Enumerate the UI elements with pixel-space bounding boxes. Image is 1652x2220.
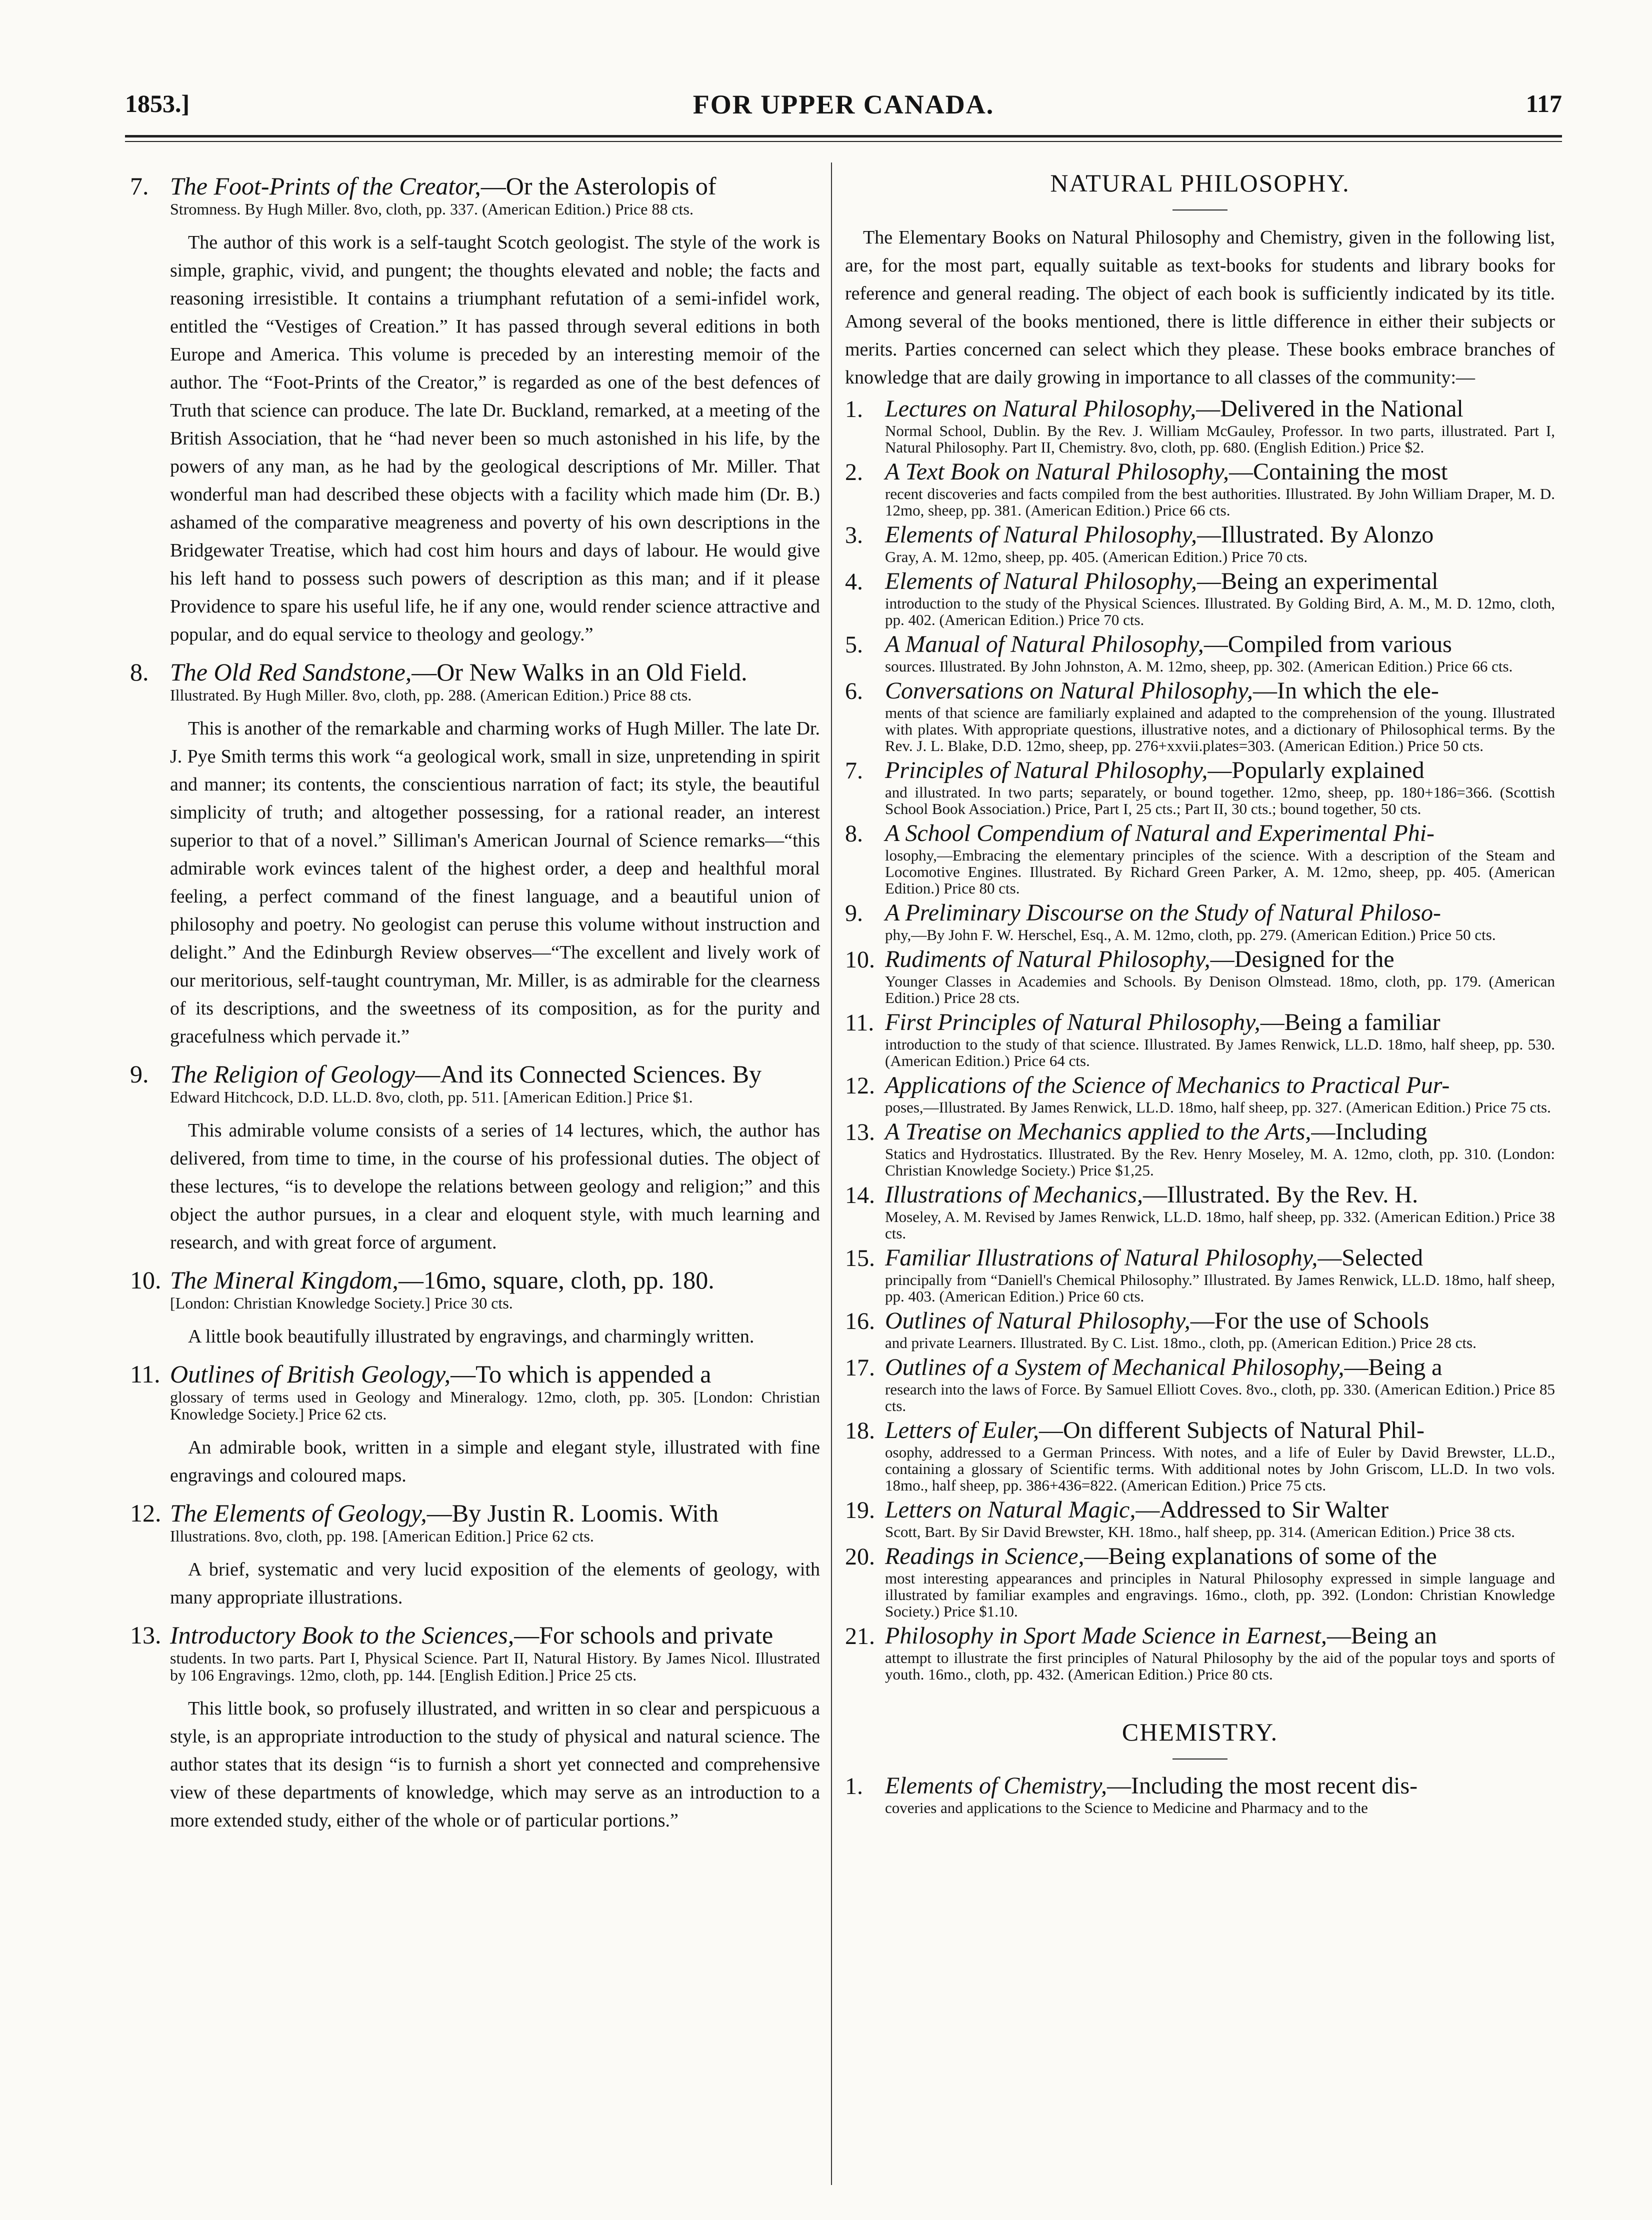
- entry-title-line: [885, 1543, 1555, 1570]
- book-title: Letters of Euler,: [885, 1417, 1039, 1444]
- title-continuation: —Being a familiar: [1260, 1009, 1440, 1036]
- book-entry: [125, 172, 820, 218]
- section-intro: The Elementary Books on Natural Philosophy and Chemistry, given in the following list, are, for the most part, equally suitable as text-books for students and library books for reference and general reading. The object of each book is sufficiently indicated by its title. Among several of the books mentioned, there is little difference in either their subjects or merits. Parties concerned can select which they please. These books embrace branches of knowledge that are daily growing in importance to all classes of the community:—: [845, 227, 1555, 388]
- title-continuation: —Selected: [1318, 1244, 1423, 1271]
- title-continuation: —Being explanations of some of the: [1084, 1543, 1437, 1570]
- entry-details: students. In two parts. Part I, Physical Science. Part II, Natural History. By James Nicol. Illustrated by 106 Engravings. 12mo, cloth, pp. 144. [English Edition.] Price 25 cts.: [170, 1649, 820, 1684]
- book-entry: [845, 820, 1555, 896]
- entry-description: A brief, systematic and very lucid exposition of the elements of geology, with many appropriate illustrations.: [170, 1559, 820, 1608]
- entry-description: This little book, so profusely illustrated, and written in so clear and perspicuous a style, is an appropriate introduction to the study of physical and natural science. The author states that its design “is to furnish a short yet connected and comprehensive view of these departments of knowledge, which may serve as an introduction to a more extended study, either of the whole or of particular portions.”: [170, 1698, 820, 1831]
- chemistry-list: [845, 1772, 1555, 1816]
- book-entry: [125, 1266, 820, 1312]
- book-title: Conversations on Natural Philosophy,: [885, 678, 1254, 704]
- entry-details: poses,—Illustrated. By James Renwick, LL.D. 18mo, half sheep, pp. 327. (American Edition.) Price 75 cts.: [885, 1098, 1551, 1116]
- entry-details: osophy, addressed to a German Princess. With notes, and a life of Euler by David Brewster, LL.D., containing a glossary of Scientific terms. With additional notes by John Griscom, LL.D. In two vols. 18mo., half sheep, pp. 386+436=822. (American Edition.) Price 75 cts.: [885, 1444, 1555, 1494]
- entry-details: most interesting appearances and principles in Natural Philosophy expressed in simple language and illustrated by familiar examples and engravings. 16mo., cloth, pp. 392. (London: Christian Knowledge Society.) Price $1.10.: [885, 1570, 1555, 1620]
- book-entry: [125, 658, 820, 704]
- book-entry: [845, 1496, 1555, 1540]
- entry-number: 2.: [845, 459, 863, 486]
- book-title: A Treatise on Mechanics applied to the Arts,: [885, 1118, 1312, 1145]
- entry-details: coveries and applications to the Science to Medicine and Pharmacy and to the: [885, 1799, 1368, 1816]
- title-continuation: —For the use of Schools: [1190, 1308, 1429, 1334]
- title-continuation: —Or New Walks in an Old Field.: [412, 658, 748, 686]
- section-heading-chemistry: CHEMISTRY.: [1122, 1718, 1278, 1746]
- entry-number: 9.: [130, 1060, 149, 1088]
- title-continuation: —Including: [1311, 1118, 1428, 1145]
- book-title: The Mineral Kingdom,: [170, 1266, 398, 1294]
- entry-details: Statics and Hydrostatics. Illustrated. By the Rev. Henry Moseley, M. A. 12mo, cloth, pp. 310. (London: Christian Knowledge Society.) Price $1,25.: [885, 1145, 1555, 1179]
- book-entry: [845, 946, 1555, 1006]
- entry-details: principally from “Daniell's Chemical Philosophy.” Illustrated. By James Renwick, LL.D. 18mo, half sheep, pp. 403. (American Edition.) Price 60 cts.: [885, 1271, 1555, 1305]
- entry-number: 18.: [845, 1418, 875, 1444]
- entry-details: [London: Christian Knowledge Society.] Price 30 cts.: [170, 1294, 513, 1312]
- book-entry: [845, 1308, 1555, 1351]
- book-entry: [125, 1620, 820, 1684]
- book-entry: [845, 1009, 1555, 1069]
- entry-number: 13.: [130, 1621, 162, 1649]
- book-entry: [845, 1772, 1555, 1816]
- header-rule-thin: [125, 141, 1562, 142]
- entry-details: glossary of terms used in Geology and Mineralogy. 12mo, cloth, pp. 305. [London: Christian Knowledge Society.] Price 62 cts.: [170, 1388, 820, 1423]
- entry-details: and private Learners. Illustrated. By C. List. 18mo., cloth, pp. (American Edition.) Price 28 cts.: [885, 1334, 1476, 1352]
- title-continuation: —Compiled from various: [1204, 631, 1452, 658]
- book-entry: [845, 1354, 1555, 1414]
- book-title: The Foot-Prints of the Creator,: [170, 172, 481, 200]
- entry-number: 4.: [845, 568, 863, 595]
- book-entry: [845, 522, 1555, 565]
- entry-title-line: [885, 820, 1555, 847]
- entry-number: 16.: [845, 1308, 875, 1334]
- book-title: Outlines of Natural Philosophy,: [885, 1308, 1190, 1334]
- book-entry: [845, 757, 1555, 817]
- book-title: A Preliminary Discourse on the Study of Natural Philoso-: [885, 900, 1441, 926]
- entry-title-line: [885, 1118, 1555, 1146]
- entry-number: 15.: [845, 1245, 875, 1272]
- entry-title-line: [885, 568, 1555, 595]
- book-title: Familiar Illustrations of Natural Philosophy,: [885, 1244, 1318, 1271]
- entry-details: Scott, Bart. By Sir David Brewster, KH. 18mo., half sheep, pp. 314. (American Edition.) Price 38 cts.: [885, 1523, 1516, 1540]
- book-title: A School Compendium of Natural and Experimental Phi-: [885, 820, 1435, 846]
- title-continuation: —Popularly explained: [1208, 757, 1424, 784]
- book-title: A Text Book on Natural Philosophy,: [885, 458, 1230, 485]
- title-continuation: —Or the Asterolopis of: [480, 172, 716, 200]
- page-number: 117: [1526, 90, 1562, 118]
- book-title: Rudiments of Natural Philosophy,: [885, 946, 1210, 972]
- entry-description: An admirable book, written in a simple and elegant style, illustrated with fine engravings and coloured maps.: [170, 1437, 820, 1486]
- book-title: Outlines of British Geology,: [170, 1360, 451, 1388]
- title-continuation: —On different Subjects of Natural Phil-: [1039, 1417, 1424, 1444]
- entry-description: This admirable volume consists of a series of 14 lectures, which, the author has delivered, from time to time, in the course of his professional duties. The object of these lectures, “is to develope the relations between geology and religion;” and this object the author pursues, in a clear and eloquent style, with much learning and research, and with great force of argument.: [170, 1120, 820, 1253]
- book-entry: [845, 1118, 1555, 1178]
- entry-number: 6.: [845, 678, 863, 704]
- entry-title-line: [170, 658, 820, 686]
- book-title: The Old Red Sandstone,: [170, 658, 412, 686]
- book-entry: [845, 1417, 1555, 1494]
- book-title: The Religion of Geology: [170, 1060, 416, 1088]
- entry-title-line: [885, 1308, 1555, 1334]
- entry-number: 8.: [845, 820, 863, 847]
- book-entry: [845, 1543, 1555, 1620]
- entry-details: Illustrations. 8vo, cloth, pp. 198. [American Edition.] Price 62 cts.: [170, 1527, 594, 1545]
- entry-number: 19.: [845, 1497, 875, 1524]
- natural-philosophy-list: [845, 396, 1555, 1682]
- title-continuation: —And its Connected Sciences. By: [415, 1060, 762, 1088]
- entry-details: recent discoveries and facts compiled from the best authorities. Illustrated. By John William Draper, M. D. 12mo, sheep, pp. 381. (American Edition.) Price 66 cts.: [885, 485, 1555, 519]
- running-header: [125, 89, 1562, 129]
- entry-details: Illustrated. By Hugh Miller. 8vo, cloth, pp. 288. (American Edition.) Price 88 cts.: [170, 686, 692, 704]
- entry-number: 17.: [845, 1354, 875, 1381]
- entry-number: 14.: [845, 1182, 875, 1208]
- book-title: Principles of Natural Philosophy,: [885, 757, 1208, 784]
- book-title: A Manual of Natural Philosophy,: [885, 631, 1204, 658]
- entry-number: 1.: [845, 1773, 863, 1800]
- entry-title-line: [885, 1772, 1555, 1800]
- book-title: Elements of Chemistry,: [885, 1772, 1107, 1799]
- book-title: Elements of Natural Philosophy,: [885, 568, 1197, 594]
- entry-number: 3.: [845, 522, 863, 548]
- entry-title-line: [885, 946, 1555, 973]
- entry-details: Gray, A. M. 12mo, sheep, pp. 405. (American Edition.) Price 70 cts.: [885, 548, 1308, 566]
- column-divider: [831, 162, 832, 2185]
- header-rule-thick: [125, 135, 1562, 138]
- entry-number: 7.: [130, 172, 149, 200]
- title-continuation: —By Justin R. Loomis. With: [426, 1499, 719, 1527]
- book-title: Illustrations of Mechanics,: [885, 1182, 1143, 1208]
- title-continuation: —To which is appended a: [450, 1360, 712, 1388]
- entry-details: losophy,—Embracing the elementary principles of the science. With a description of the Steam and Locomotive Engines. Illustrated. By Richard Green Parker, A. M. 12mo, sheep, pp. 405. (American Edition.) Price 80 cts.: [885, 846, 1555, 897]
- entry-number: 10.: [130, 1266, 162, 1294]
- entry-title-line: [170, 1498, 820, 1528]
- entry-title-line: [885, 1622, 1555, 1650]
- section-rule: [1172, 1758, 1228, 1760]
- book-entry: [845, 1244, 1555, 1304]
- entry-details: ments of that science are familiarly explained and adapted to the comprehension of the young. Illustrated with plates. With appropriate questions, illustrative notes, and a dictionary of Philosophical terms. By the Rev. J. L. Blake, D.D. 12mo, sheep, pp. 276+xxvii.plates=303. (American Edition.) Price 50 cts.: [885, 704, 1555, 754]
- entry-details: attempt to illustrate the first principles of Natural Philosophy by the aid of the popular toys and sports of youth. 16mo., cloth, pp. 432. (American Edition.) Price 80 cts.: [885, 1649, 1555, 1683]
- title-continuation: —16mo, square, cloth, pp. 180.: [398, 1266, 714, 1294]
- book-entry: [845, 678, 1555, 754]
- entry-number: 7.: [845, 758, 863, 784]
- book-title: Lectures on Natural Philosophy,: [885, 396, 1196, 422]
- header-title: FOR UPPER CANADA.: [692, 90, 994, 120]
- entry-title-line: [885, 1072, 1555, 1099]
- entry-title-line: [170, 1266, 820, 1294]
- title-continuation: —Illustrated. By the Rev. H.: [1142, 1182, 1418, 1208]
- right-column: [845, 162, 1555, 2190]
- entry-number: 11.: [130, 1360, 160, 1388]
- book-title: First Principles of Natural Philosophy,: [885, 1009, 1260, 1036]
- entry-description: The author of this work is a self-taught Scotch geologist. The style of the work is simple, graphic, vivid, and pungent; the thoughts elevated and noble; the facts and reasoning irresistible. It contains a triumphant refutation of a semi-infidel work, entitled the “Vestiges of Creation.” It has passed through several editions in both Europe and America. This volume is preceded by an interesting memoir of the author. The “Foot-Prints of the Creator,” is regarded as one of the best defences of Truth that science can produce. The late Dr. Buckland, remarked, at a meeting of the British Association, that he “had never been so much astonished in his life, by the powers of any man, as he had by the geological descriptions of Mr. Miller. That wonderful man had described these objects with a facility which made him (Dr. B.) ashamed of the comparative meagreness and poverty of his own descriptions in the Bridgewater Treatise, which had cost him hours and days of labour. He would give his left hand to possess such powers of description as this man; and if it please Providence to spare his useful life, he if any one, would render science attractive and popular, and do equal service to theology and geology.”: [170, 232, 820, 645]
- entry-title-line: [170, 1060, 820, 1088]
- title-continuation: —For schools and private: [514, 1621, 774, 1649]
- entry-number: 8.: [130, 658, 149, 686]
- book-title: Applications of the Science of Mechanics to Practical Pur-: [885, 1072, 1450, 1098]
- entry-number: 12.: [845, 1072, 875, 1099]
- book-title: Outlines of a System of Mechanical Philosophy,: [885, 1354, 1344, 1380]
- entry-title-line: [170, 1620, 820, 1650]
- header-year: 1853.]: [125, 90, 190, 118]
- entry-details: Moseley, A. M. Revised by James Renwick, LL.D. 18mo, half sheep, pp. 332. (American Edition.) Price 38 cts.: [885, 1208, 1555, 1242]
- book-title: Readings in Science,: [885, 1543, 1084, 1570]
- book-entry: [125, 1060, 820, 1106]
- book-entry: [845, 1072, 1555, 1116]
- entry-number: 21.: [845, 1623, 875, 1650]
- book-entry: [845, 1182, 1555, 1242]
- entry-details: phy,—By John F. W. Herschel, Esq., A. M. 12mo, cloth, pp. 279. (American Edition.) Price 50 cts.: [885, 926, 1496, 944]
- entry-title-line: [885, 678, 1555, 704]
- book-title: Elements of Natural Philosophy,: [885, 522, 1197, 548]
- title-continuation: —In which the ele-: [1253, 678, 1439, 704]
- title-continuation: —Illustrated. By Alonzo: [1196, 522, 1434, 548]
- title-continuation: —Containing the most: [1229, 458, 1448, 485]
- book-entry: [845, 1622, 1555, 1682]
- book-entry: [845, 458, 1555, 518]
- entry-title-line: [885, 1417, 1555, 1444]
- entry-details: introduction to the study of the Physical Sciences. Illustrated. By Golding Bird, A. M., M. D. 12mo, cloth, pp. 402. (American Edition.) Price 70 cts.: [885, 594, 1555, 628]
- entry-description: A little book beautifully illustrated by engravings, and charmingly written.: [188, 1326, 754, 1347]
- section-heading-natural-philosophy: NATURAL PHILOSOPHY.: [1050, 169, 1350, 197]
- entry-title-line: [885, 458, 1555, 486]
- entry-title-line: [170, 172, 820, 200]
- book-title: Philosophy in Sport Made Science in Earnest,: [885, 1622, 1327, 1649]
- title-continuation: —Addressed to Sir Walter: [1136, 1496, 1389, 1523]
- entry-title-line: [885, 1182, 1555, 1208]
- title-continuation: —Being a: [1344, 1354, 1442, 1380]
- entry-details: Younger Classes in Academies and Schools. By Denison Olmstead. 18mo, cloth, pp. 179. (American Edition.) Price 28 cts.: [885, 972, 1555, 1006]
- entry-description: This is another of the remarkable and charming works of Hugh Miller. The late Dr. J. Pye Smith terms this work “a geological work, small in size, unpretending in spirit and manner; its contents, the conscientious narration of fact; its style, the beautiful simplicity of truth; and altogether possessing, for a rational reader, an interest superior to that of a novel.” Silliman's American Journal of Science remarks—“this admirable work evinces talent of the highest order, a deep and healthful moral feeling, a perfect command of the finest language, and a beautiful union of philosophy and poetry. No geologist can peruse this volume without instruction and delight.” And the Edinburgh Review observes—“The excellent and lively work of our meritorious, self-taught countryman, Mr. Miller, is as admirable for the clearness of its descriptions, and the sweetness of its composition, as for the purity and gracefulness which pervade it.”: [170, 718, 820, 1047]
- book-entry: [845, 900, 1555, 943]
- book-title: Letters on Natural Magic,: [885, 1496, 1136, 1523]
- book-entry: [845, 568, 1555, 628]
- book-title: Introductory Book to the Sciences,: [170, 1621, 514, 1649]
- entry-number: 13.: [845, 1119, 875, 1146]
- entry-title-line: [170, 1360, 820, 1388]
- book-entry: [125, 1360, 820, 1422]
- entry-details: Stromness. By Hugh Miller. 8vo, cloth, pp. 337. (American Edition.) Price 88 cts.: [170, 200, 694, 218]
- entry-details: sources. Illustrated. By John Johnston, A. M. 12mo, sheep, pp. 302. (American Edition.) Price 66 cts.: [885, 658, 1513, 675]
- book-title: The Elements of Geology,: [170, 1499, 427, 1527]
- entry-details: research into the laws of Force. By Samuel Elliott Coves. 8vo., cloth, pp. 330. (American Edition.) Price 85 cts.: [885, 1380, 1555, 1414]
- title-continuation: —Being an experimental: [1196, 568, 1438, 594]
- title-continuation: —Including the most recent dis-: [1106, 1772, 1418, 1799]
- entry-title-line: [885, 522, 1555, 548]
- entry-title-line: [885, 1354, 1555, 1381]
- title-continuation: —Delivered in the National: [1196, 396, 1464, 422]
- entry-number: 11.: [845, 1010, 874, 1036]
- entry-title-line: [885, 1496, 1555, 1524]
- entry-title-line: [885, 396, 1555, 422]
- book-entry: [845, 631, 1555, 674]
- entry-details: and illustrated. In two parts; separately, or bound together. 12mo, sheep, pp. 180+186=366. (Scottish School Book Association.) Price, Part I, 25 cts.; Part II, 30 cts.; bound together, 50 cts.: [885, 784, 1555, 818]
- book-entry: [125, 1498, 820, 1544]
- entry-number: 20.: [845, 1544, 875, 1570]
- left-column: [125, 162, 820, 2190]
- entry-details: introduction to the study of that science. Illustrated. By James Renwick, LL.D. 18mo, half sheep, pp. 530. (American Edition.) Price 64 cts.: [885, 1036, 1555, 1070]
- entry-number: 5.: [845, 632, 863, 658]
- entry-number: 9.: [845, 900, 863, 926]
- entry-number: 12.: [130, 1499, 162, 1527]
- entry-title-line: [885, 1009, 1555, 1036]
- entry-number: 10.: [845, 946, 875, 973]
- entry-title-line: [885, 631, 1555, 658]
- title-continuation: —Designed for the: [1210, 946, 1394, 972]
- entry-title-line: [885, 757, 1555, 784]
- title-continuation: —Being an: [1326, 1622, 1437, 1649]
- entry-title-line: [885, 900, 1555, 926]
- book-entry: [845, 396, 1555, 456]
- entry-number: 1.: [845, 396, 863, 422]
- entry-details: Normal School, Dublin. By the Rev. J. William McGauley, Professor. In two parts, illustrated. Part I, Natural Philosophy. Part II, Chemistry. 8vo, cloth, pp. 680. (English Edition.) Price $2.: [885, 422, 1555, 456]
- entry-details: Edward Hitchcock, D.D. LL.D. 8vo, cloth, pp. 511. [American Edition.] Price $1.: [170, 1088, 693, 1106]
- entry-title-line: [885, 1244, 1555, 1272]
